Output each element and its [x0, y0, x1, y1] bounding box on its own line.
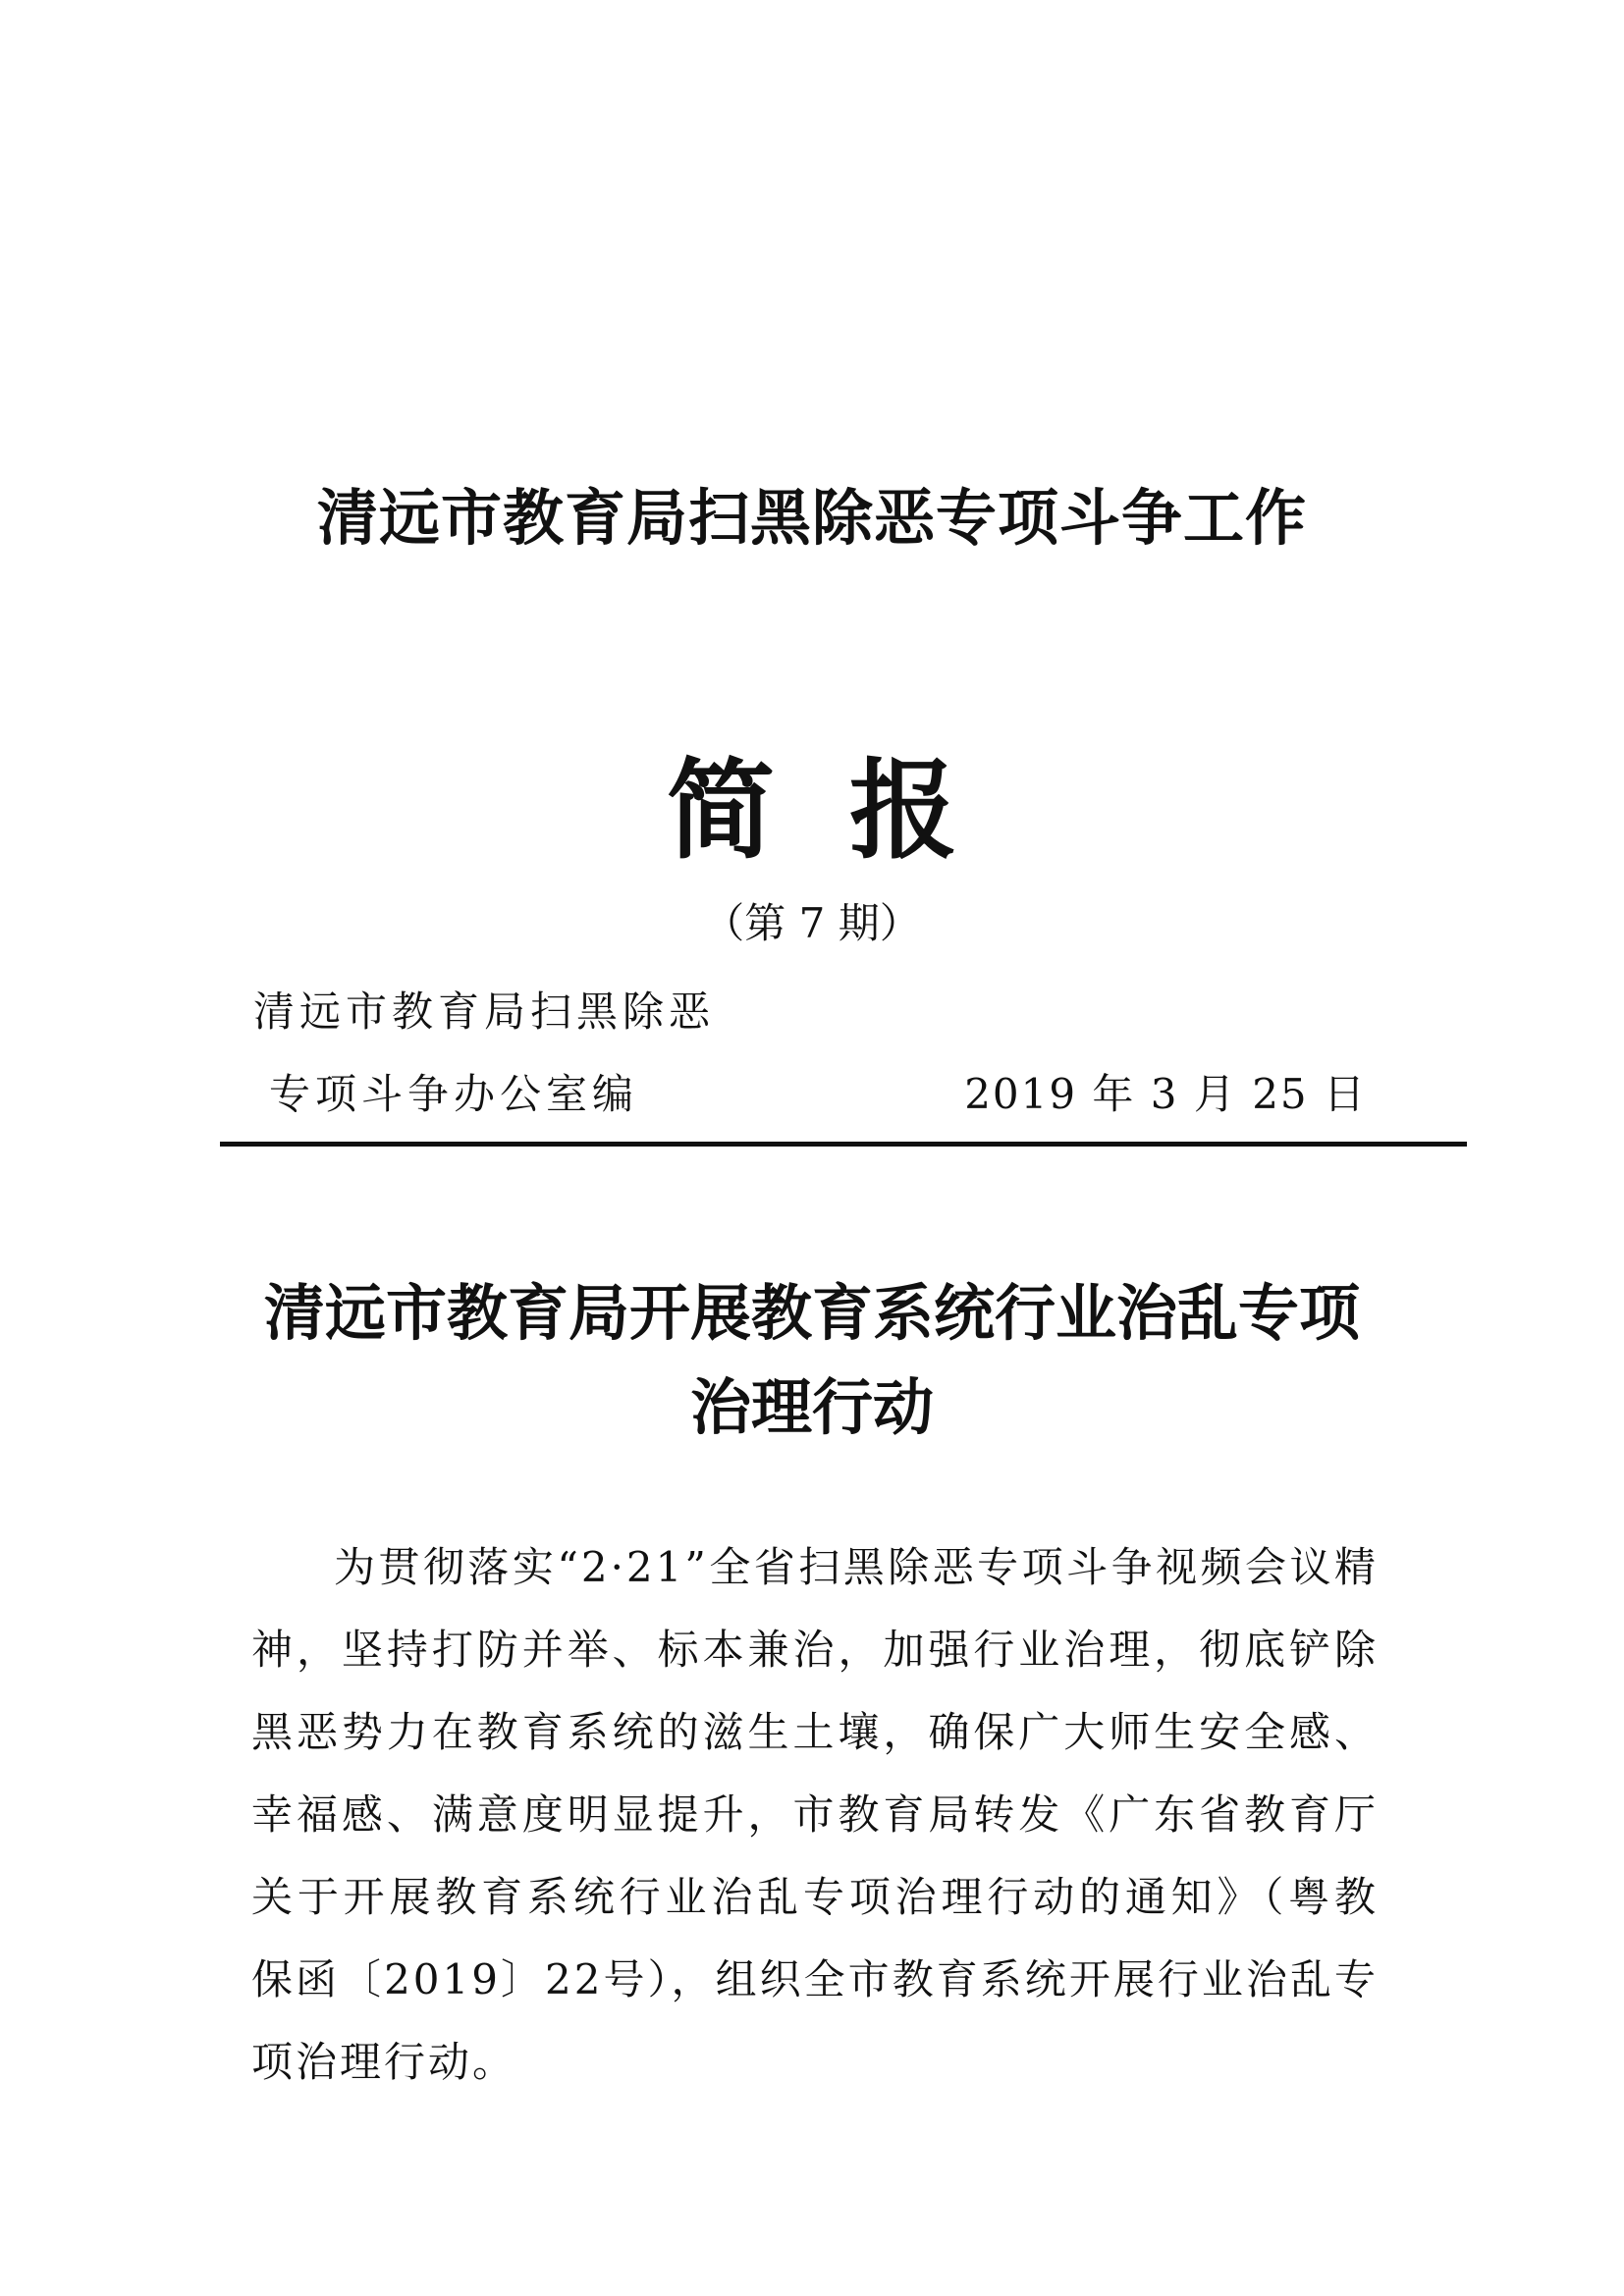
header-divider — [220, 1142, 1467, 1147]
bulletin-heading: 清远市教育局扫黑除恶专项斗争工作 — [316, 482, 1307, 554]
issue-number: （第 7 期） — [703, 899, 921, 947]
article-paragraph: 为贯彻落实“2·21”全省扫黑除恶专项斗争视频会议精神，坚持打防并举、标本兼治，加强行业治理，彻底铲除黑恶势力在教育系统的滋生土壤，确保广大师生安全感、幸福感、满意度明显提升，市教育局转发《广东省教育厅关于开展教育系统行业治乱专项治理行动的通知》（粤教保函〔2019〕22号），组织全市教育系统开展行业治乱专项治理行动。 — [251, 1543, 1379, 2086]
editor-name-line2: 专项斗争办公室编 — [269, 1070, 639, 1118]
issue-date: 2019 年 3 月 25 日 — [964, 1070, 1367, 1118]
article-title — [0, 1266, 1624, 1455]
bulletin-title-char: 简 — [667, 748, 775, 874]
bulletin-title — [0, 724, 1624, 880]
article-title-line2: 治理行动 — [689, 1371, 934, 1443]
article-body — [251, 1526, 1379, 2104]
article-title-line1: 清远市教育局开展教育系统行业治乱专项 — [263, 1277, 1360, 1349]
editor-name-line1: 清远市教育局扫黑除恶 — [253, 988, 716, 1036]
bulletin-title-char: 报 — [849, 748, 957, 874]
